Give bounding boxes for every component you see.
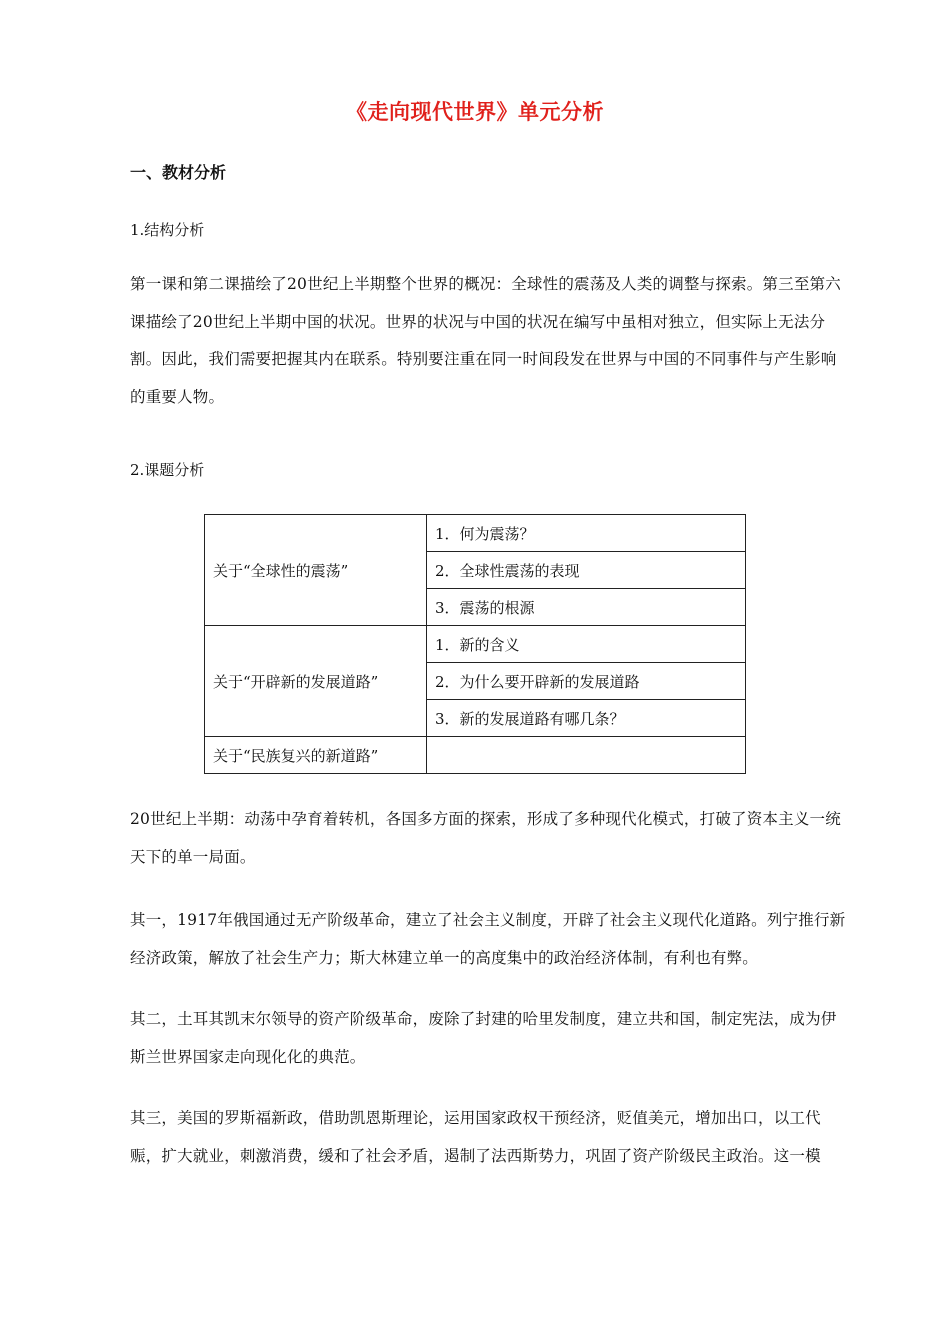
subheading-structure-analysis: 1.结构分析	[130, 221, 205, 239]
topic-item-cell: 2．全球性震荡的表现	[427, 552, 746, 589]
topic-cell-national-rejuvenation: 关于“民族复兴的新道路”	[205, 737, 427, 774]
table-row	[205, 737, 746, 774]
topic-item-cell: 2．为什么要开辟新的发展道路	[427, 663, 746, 700]
paragraph-structure: 第一课和第二课描绘了20世纪上半期整个世界的概况：全球性的震荡及人类的调整与探索。第三至第六课描绘了20世纪上半期中国的状况。世界的状况与中国的状况在编写中虽相对独立，但实际上无法分割。因此，我们需要把握其内在联系。特别要注重在同一时间段发在世界与中国的不同事件与产生影响的重要人物。	[130, 275, 841, 406]
topic-cell-new-development-road: 关于“开辟新的发展道路”	[205, 626, 427, 737]
topic-item-cell: 3．震荡的根源	[427, 589, 746, 626]
paragraph-third-usa: 其三，美国的罗斯福新政，借助凯恩斯理论，运用国家政权干预经济，贬值美元，增加出口，以工代赈，扩大就业，刺激消费，缓和了社会矛盾，遏制了法西斯势力，巩固了资产阶级民主政治。这一模	[130, 1109, 821, 1165]
topic-item-cell: 3．新的发展道路有哪几条？	[427, 700, 746, 737]
paragraph-early-20th-century: 20世纪上半期：动荡中孕育着转机，各国多方面的探索，形成了多种现代化模式，打破了资本主义一统天下的单一局面。	[130, 810, 841, 866]
paragraph-second-turkey: 其二，土耳其凯末尔领导的资产阶级革命，废除了封建的哈里发制度，建立共和国，制定宪法，成为伊斯兰世界国家走向现化化的典范。	[130, 1010, 837, 1066]
topic-item-cell	[427, 737, 746, 774]
topic-cell-global-turmoil: 关于“全球性的震荡”	[205, 515, 427, 626]
paragraph-first-russia: 其一，1917年俄国通过无产阶级革命，建立了社会主义制度，开辟了社会主义现代化道路。列宁推行新经济政策，解放了社会生产力；斯大林建立单一的高度集中的政治经济体制，有利也有弊。	[130, 911, 846, 967]
section-heading-textbook-analysis: 一、教材分析	[130, 163, 227, 182]
subheading-topic-analysis: 2.课题分析	[130, 461, 205, 479]
table-row	[205, 515, 746, 552]
table-row	[205, 626, 746, 663]
topic-table	[204, 514, 746, 774]
topic-item-cell: 1．何为震荡？	[427, 515, 746, 552]
topic-item-cell: 1．新的含义	[427, 626, 746, 663]
document-title: 《走向现代世界》单元分析	[346, 100, 604, 124]
